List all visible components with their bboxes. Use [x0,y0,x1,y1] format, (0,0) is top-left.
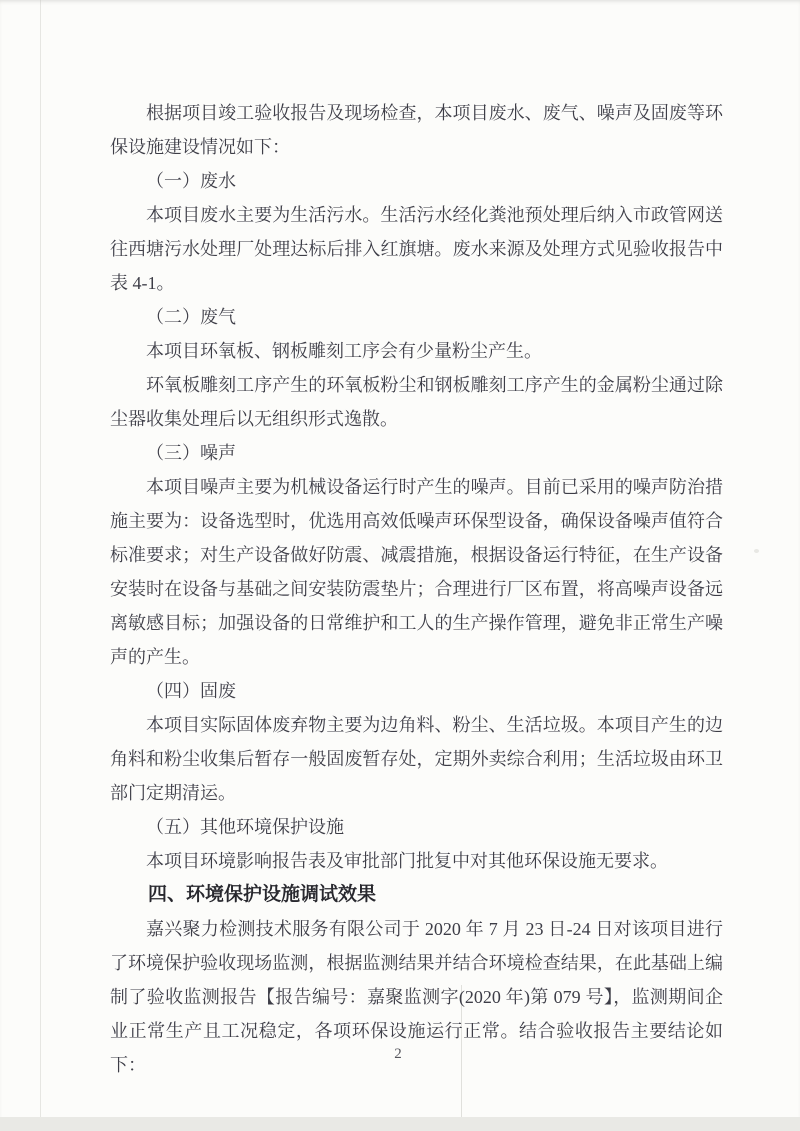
paragraph: （五）其他环境保护设施 [146,817,344,837]
document-body [110,96,723,1082]
paragraph: 嘉兴聚力检测技术服务有限公司于 2020 年 7 月 23 日-24 日对该项目进行了环境保护验收现场监测，根据监测结果并结合环境检查结果，在此基础上编制了验收监测报告【报告编号：嘉聚监测字(2020 年)第 079 号】，监测期间企业正常生产且工况稳定，各项环保设施运行正常。结合验收报告主要结论如下： [110,919,723,1075]
scan-speck [754,549,759,553]
section-heading: 四、环境保护设施调试效果 [148,884,377,905]
paragraph: 本项目环氧板、钢板雕刻工序会有少量粉尘产生。 [146,341,542,361]
scan-crease-line-left [40,0,41,1117]
paragraph: 根据项目竣工验收报告及现场检查，本项目废水、废气、噪声及固废等环保设施建设情况如下： [110,103,723,157]
paragraph: 本项目环境影响报告表及审批部门批复中对其他环保设施无要求。 [146,851,668,871]
page-number: 2 [394,1046,402,1062]
paragraph: （一）废水 [146,171,236,191]
paragraph: 本项目实际固体废弃物主要为边角料、粉尘、生活垃圾。本项目产生的边角料和粉尘收集后暂存一般固废暂存处，定期外卖综合利用；生活垃圾由环卫部门定期清运。 [110,715,723,803]
paragraph: （三）噪声 [146,443,236,463]
paragraph: 环氧板雕刻工序产生的环氧板粉尘和钢板雕刻工序产生的金属粉尘通过除尘器收集处理后以无组织形式逸散。 [110,375,723,429]
paragraph: 本项目废水主要为生活污水。生活污水经化粪池预处理后纳入市政管网送往西塘污水处理厂处理达标后排入红旗塘。废水来源及处理方式见验收报告中表 4-1。 [110,205,723,293]
paragraph: （二）废气 [146,307,236,327]
paragraph: 本项目噪声主要为机械设备运行时产生的噪声。目前已采用的噪声防治措施主要为：设备选型时，优选用高效低噪声环保型设备，确保设备噪声值符合标准要求；对生产设备做好防震、减震措施，根据设备运行特征，在生产设备安装时在设备与基础之间安装防震垫片；合理进行厂区布置，将高噪声设备远离敏感目标；加强设备的日常维护和工人的生产操作管理，避免非正常生产噪声的产生。 [110,477,723,667]
paragraph: （四）固废 [146,681,236,701]
paragraph-list [110,96,723,1082]
